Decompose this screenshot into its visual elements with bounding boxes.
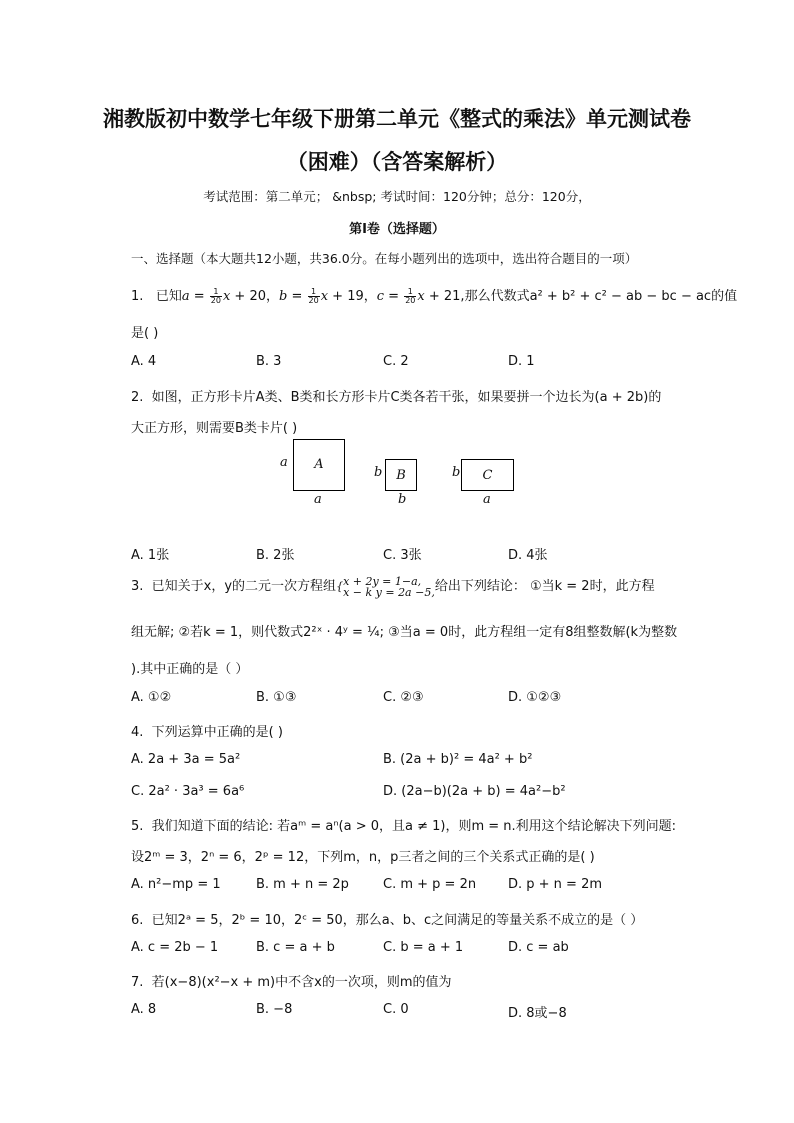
- question-4: [131, 721, 283, 740]
- option-b[interactable]: B. ①③: [256, 690, 297, 705]
- question-number: 3.: [131, 579, 144, 594]
- question-text: 已知2ᵃ = 5，2ᵇ = 10，2ᶜ = 50，那么a、b、c之间满足的等量关系不成立的是（ ）: [151, 913, 644, 928]
- page-title: 湘教版初中数学七年级下册第二单元《整式的乘法》单元测试卷: [103, 106, 691, 131]
- option-d[interactable]: D. 1: [508, 354, 535, 369]
- option-b[interactable]: B. 2张: [256, 548, 295, 563]
- option-c[interactable]: C. 2: [383, 354, 409, 369]
- question-text-end: 给出下列结论： ①当k = 2时，此方程: [434, 579, 655, 594]
- option-d[interactable]: D. (2a−b)(2a + b) = 4a²−b²: [383, 784, 566, 799]
- question-3-line3: ).其中正确的是（ ）: [131, 662, 249, 677]
- section-heading: 一、选择题（本大题共12小题，共36.0分。在每小题列出的选项中，选出符合题目的一项）: [131, 251, 638, 266]
- option-d[interactable]: D. c = ab: [508, 940, 569, 955]
- question-number: 7.: [131, 975, 144, 990]
- option-b[interactable]: B. (2a + b)² = 4a² + b²: [383, 752, 533, 767]
- option-b[interactable]: B. 3: [256, 354, 282, 369]
- page-subtitle: （困难）（含答案解析）: [286, 149, 508, 174]
- option-a[interactable]: A. ①②: [131, 690, 172, 705]
- card-a-bottom-label: a: [314, 492, 322, 507]
- card-c-side-label: b: [452, 465, 461, 480]
- option-d[interactable]: D. p + n = 2m: [508, 877, 603, 892]
- option-b[interactable]: B. −8: [256, 1002, 293, 1017]
- question-text: 若(x−8)(x²−x + m)中不含x的一次项，则m的值为: [151, 975, 452, 990]
- question-1: 1. 已知a = $\frac{1}{20}$ x + 20，b = $\frac{1}{20}$ x + 19，c = $\frac{1}{20}$ x + 21,那么代数式a² + b² + c² − ab − bc − ac的值: [131, 287, 738, 305]
- question-number: 2.: [131, 390, 144, 405]
- question-text: 已知关于x，y的二元一次方程组: [151, 579, 337, 594]
- equation-system: { x + 2y = 1−a, x − k y = 2a −5,: [336, 574, 435, 599]
- question-2: [131, 386, 661, 405]
- question-number: 6.: [131, 913, 144, 928]
- question-3-line2: 组无解; ②若k = 1，则代数式2²ˣ · 4ʸ = ¼; ③当a = 0时，此方程组一定有8组整数解(k为整数: [131, 625, 678, 640]
- question-text: 我们知道下面的结论: 若aᵐ = aⁿ(a > 0，且a ≠ 1)，则m = n.利用这个结论解决下列问题:: [151, 819, 677, 834]
- question-number: 4.: [131, 725, 144, 740]
- question-text: 下列运算中正确的是( ): [151, 725, 283, 740]
- question-text: 如图，正方形卡片A类、B类和长方形卡片C类各若干张，如果要拼一个边长为(a + 2b)的: [151, 390, 662, 405]
- card-b-bottom-label: b: [398, 492, 407, 507]
- question-number: 5.: [131, 819, 144, 834]
- option-a[interactable]: A. 8: [131, 1002, 157, 1017]
- question-text: 已知: [155, 289, 182, 304]
- question-5: [131, 815, 676, 834]
- question-text-end: 那么代数式a² + b² + c² − ab − bc − ac的值: [464, 289, 738, 304]
- volume-label: 第I卷（选择题）: [349, 222, 445, 237]
- question-number: 1.: [131, 289, 144, 304]
- option-c[interactable]: C. 2a² · 3a³ = 6a⁶: [131, 784, 245, 799]
- option-d[interactable]: D. 8或−8: [508, 1006, 567, 1021]
- card-c-bottom-label: a: [483, 492, 491, 507]
- option-a[interactable]: A. 4: [131, 354, 157, 369]
- option-c[interactable]: C. 0: [383, 1002, 409, 1017]
- question-1-line2: 是( ): [131, 326, 159, 341]
- question-5-line2: 设2ᵐ = 3，2ⁿ = 6，2ᵖ = 12，下列m，n，p三者之间的三个关系式正确的是( ): [131, 850, 595, 865]
- option-a[interactable]: A. n²−mp = 1: [131, 877, 221, 892]
- option-b[interactable]: B. m + n = 2p: [256, 877, 349, 892]
- option-a[interactable]: A. 2a + 3a = 5a²: [131, 752, 241, 767]
- option-d[interactable]: D. ①②③: [508, 690, 562, 705]
- option-a[interactable]: A. c = 2b − 1: [131, 940, 219, 955]
- card-b-side-label: b: [374, 465, 383, 480]
- option-b[interactable]: B. c = a + b: [256, 940, 335, 955]
- card-a-side-label: a: [280, 455, 288, 470]
- exam-info: 考试范围：第二单元； &nbsp; 考试时间：120分钟；总分：120分，: [203, 189, 591, 204]
- option-c[interactable]: C. b = a + 1: [383, 940, 464, 955]
- option-c[interactable]: C. m + p = 2n: [383, 877, 477, 892]
- option-c[interactable]: C. 3张: [383, 548, 422, 563]
- question-6: [131, 909, 643, 928]
- question-7: [131, 971, 452, 990]
- card-c: C: [461, 459, 514, 491]
- question-2-line2: 大正方形，则需要B类卡片( ): [131, 421, 298, 436]
- option-c[interactable]: C. ②③: [383, 690, 424, 705]
- card-a: A: [293, 439, 345, 491]
- card-b: B: [385, 459, 417, 491]
- option-d[interactable]: D. 4张: [508, 548, 548, 563]
- option-a[interactable]: A. 1张: [131, 548, 170, 563]
- question-3: [131, 575, 655, 598]
